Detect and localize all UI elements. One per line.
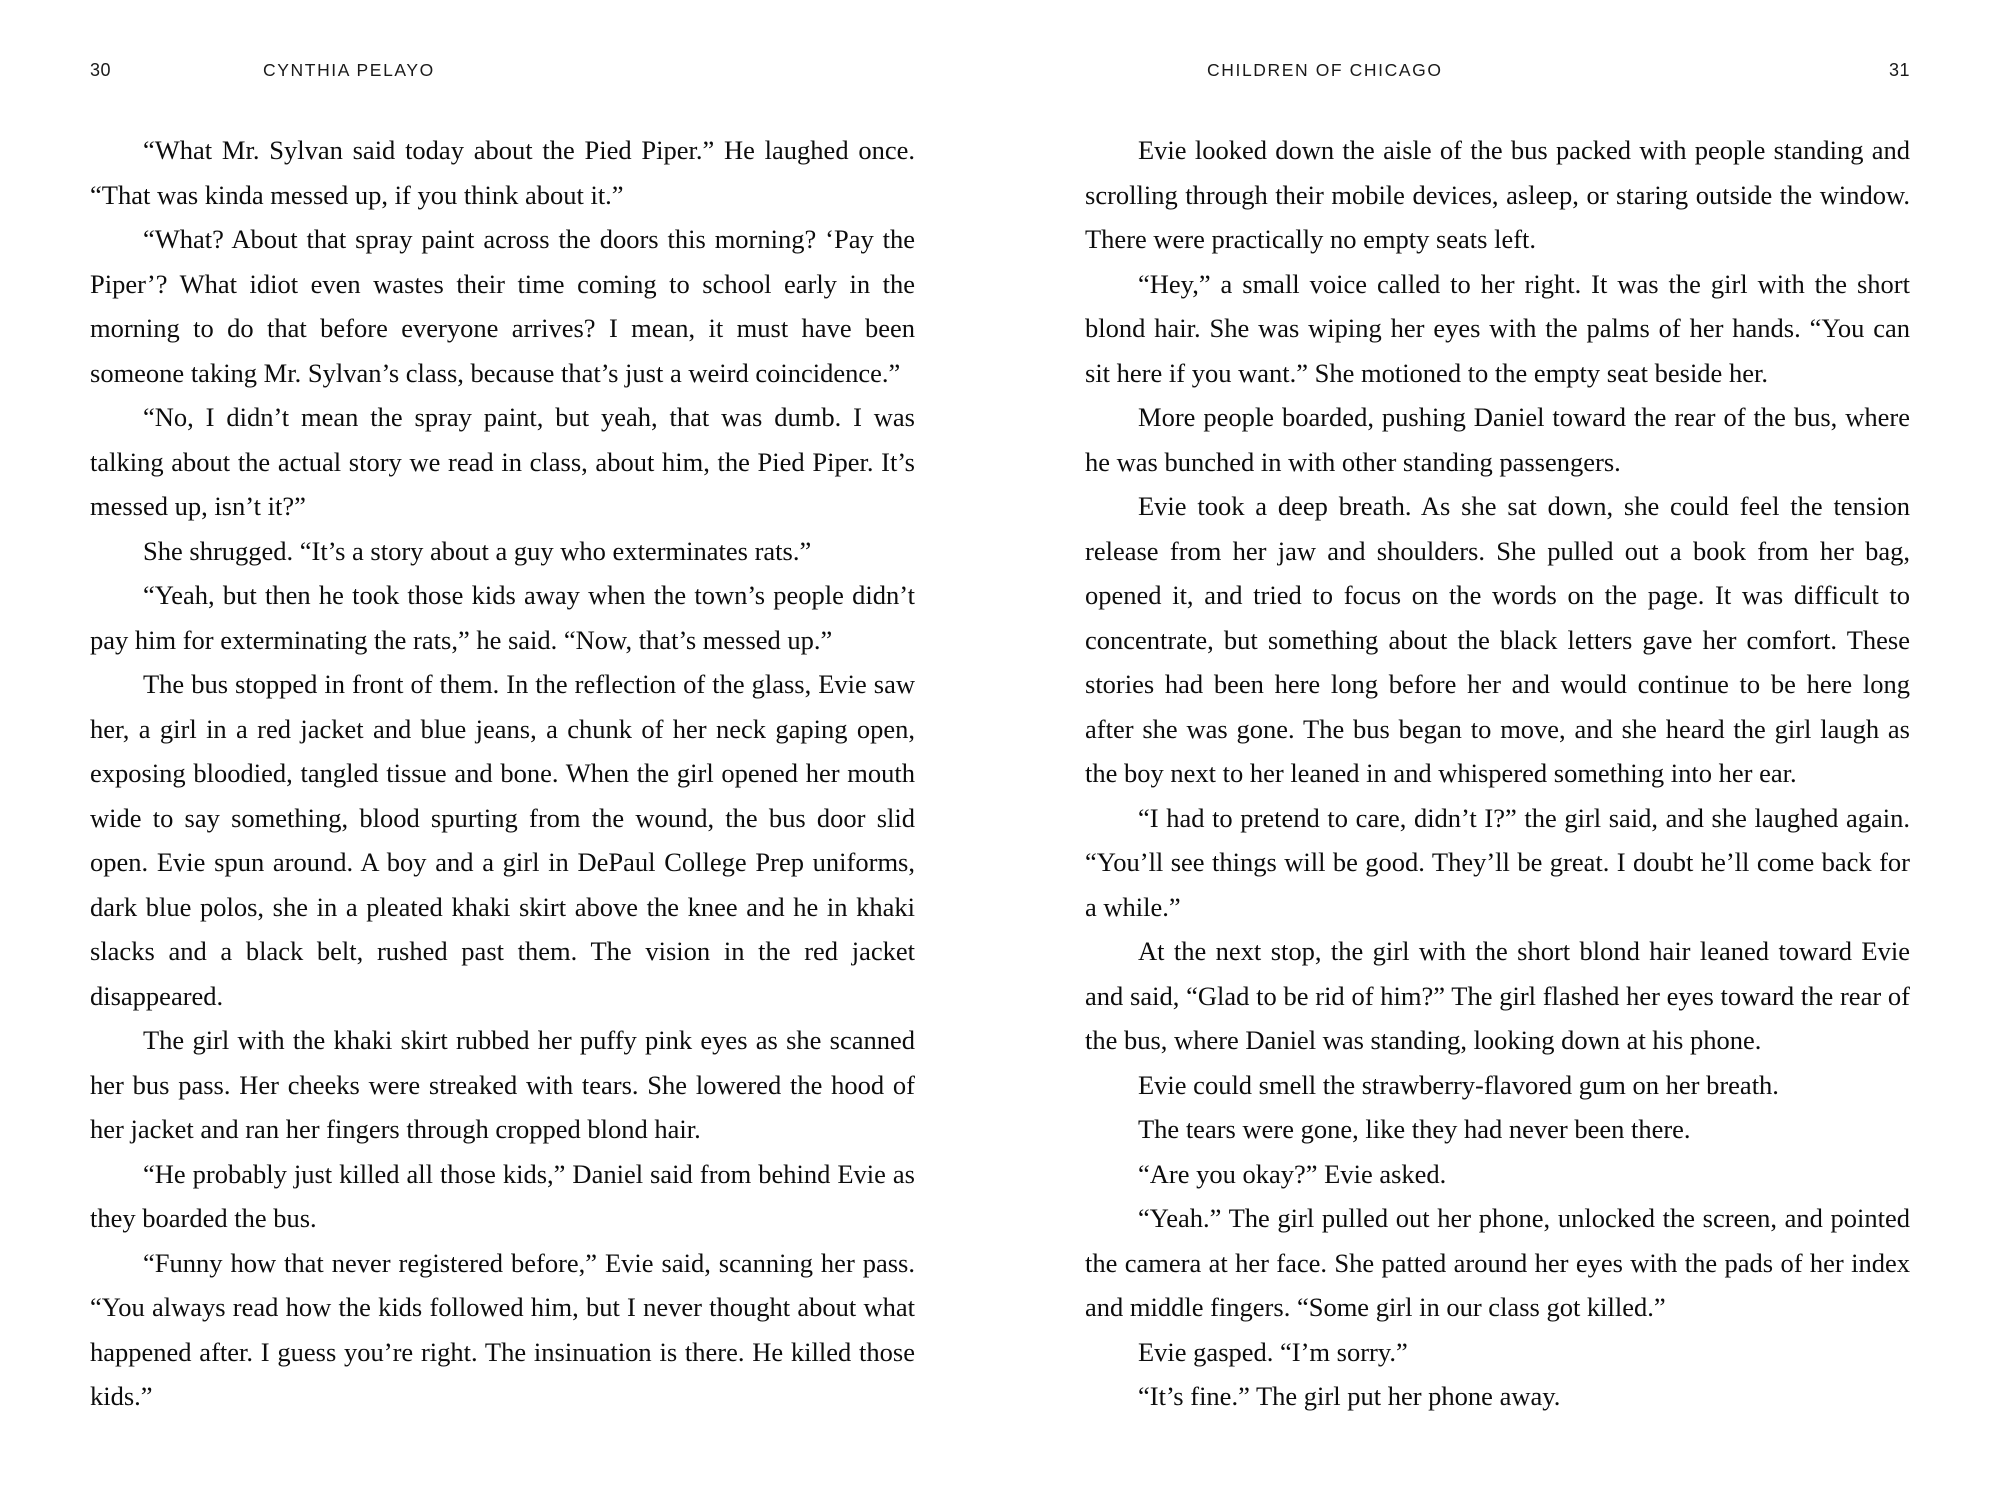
paragraph: “I had to pretend to care, didn’t I?” the girl said, and she laughed again. “You’ll see things will be good. They’ll be great. I doubt he’ll come back for a while.”	[1085, 802, 1910, 922]
paragraph: Evie could smell the strawberry-flavored gum on her breath.	[1138, 1069, 1779, 1100]
paragraph: At the next stop, the girl with the short blond hair leaned toward Evie and said, “Glad to be rid of him?” The girl flashed her eyes toward the rear of the bus, where Daniel was standing, looking down at his phone.	[1085, 936, 1910, 1055]
paragraph: She shrugged. “It’s a story about a guy who exterminates rats.”	[143, 535, 812, 566]
paragraph: More people boarded, pushing Daniel toward the rear of the bus, where he was bunched in with other standing passengers.	[1085, 402, 1910, 477]
right-page-number: 31	[1888, 60, 1910, 80]
paragraph: The tears were gone, like they had never been there.	[1138, 1114, 1691, 1144]
right-running-head-title: CHILDREN OF CHICAGO	[1207, 60, 1443, 80]
paragraph: “Are you okay?” Evie asked.	[1138, 1158, 1447, 1189]
paragraph: “What? About that spray paint across the doors this morning? ‘Pay the Piper’? What idiot even wastes their time coming to school early in the morning to do that before everyone arrives? I mean, it must have been someone taking Mr. Sylvan’s class, because that’s just a weird coincidence.”	[90, 224, 915, 388]
paragraph: “Yeah.” The girl pulled out her phone, unlocked the screen, and pointed the camera at her face. She patted around her eyes with the pads of her index and middle fingers. “Some girl in our class got killed.”	[1085, 1203, 1910, 1322]
paragraph: “What Mr. Sylvan said today about the Pied Piper.” He laughed once. “That was kinda messed up, if you think about it.”	[90, 135, 915, 210]
right-running-head	[1085, 60, 1910, 100]
paragraph: “Yeah, but then he took those kids away when the town’s people didn’t pay him for exterminating the rats,” he said. “Now, that’s messed up.”	[90, 580, 915, 655]
right-page-body	[1085, 128, 1910, 1419]
left-running-head	[90, 60, 915, 100]
paragraph: Evie gasped. “I’m sorry.”	[1138, 1336, 1408, 1367]
left-running-head-title: CYNTHIA PELAYO	[263, 60, 435, 80]
paragraph: “No, I didn’t mean the spray paint, but yeah, that was dumb. I was talking about the actual story we read in class, about him, the Pied Piper. It’s messed up, isn’t it?”	[90, 402, 915, 521]
paragraph: “Funny how that never registered before,” Evie said, scanning her pass. “You always read how the kids followed him, but I never thought about what happened after. I guess you’re right. The insinuation is there. He killed those kids.”	[90, 1247, 915, 1411]
paragraph: “It’s fine.” The girl put her phone away.	[1138, 1381, 1561, 1411]
right-page	[1000, 0, 2000, 1500]
paragraph: Evie took a deep breath. As she sat down, she could feel the tension release from her jaw and shoulders. She pulled out a book from her bag, opened it, and tried to focus on the words on the page. It was difficult to concentrate, but something about the black letters gave her comfort. These stories had been here long before her and would continue to be here long after she was gone. The bus began to move, and she heard the girl laugh as the boy next to her leaned in and whispered something into her ear.	[1085, 491, 1910, 788]
paragraph: “He probably just killed all those kids,” Daniel said from behind Evie as they boarded the bus.	[90, 1158, 915, 1233]
paragraph: The bus stopped in front of them. In the reflection of the glass, Evie saw her, a girl in a red jacket and blue jeans, a chunk of her neck gaping open, exposing bloodied, tangled tissue and bone. When the girl opened her mouth wide to say something, blood spurting from the wound, the bus door slid open. Evie spun around. A boy and a girl in DePaul College Prep uniforms, dark blue polos, she in a pleated khaki skirt above the knee and he in khaki slacks and a black belt, rushed past them. The vision in the red jacket disappeared.	[90, 669, 915, 1011]
left-page-body	[90, 128, 915, 1419]
paragraph: “Hey,” a small voice called to her right. It was the girl with the short blond hair. She was wiping her eyes with the palms of her hands. “You can sit here if you want.” She motioned to the empty seat beside her.	[1085, 268, 1910, 388]
left-page-number: 30	[90, 60, 112, 80]
paragraph: The girl with the khaki skirt rubbed her puffy pink eyes as she scanned her bus pass. Her cheeks were streaked with tears. She lowered the hood of her jacket and ran her fingers through cropped blond hair.	[90, 1025, 915, 1144]
paragraph: Evie looked down the aisle of the bus packed with people standing and scrolling through their mobile devices, asleep, or staring outside the window. There were practically no empty seats left.	[1085, 135, 1910, 254]
